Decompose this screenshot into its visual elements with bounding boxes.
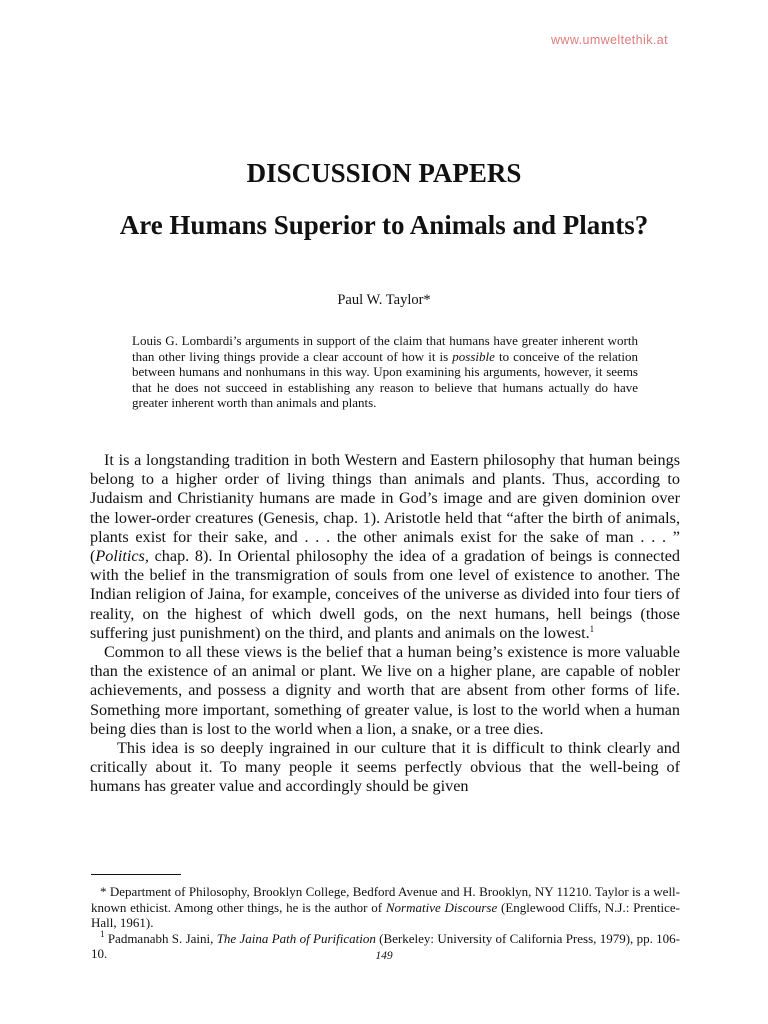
body-paragraph-3: This idea is so deeply ingrained in our culture that it is difficult to think clearly and critically about it. To many people it seems perfectly obvious that the well-being of humans has greater value and accordingly should be given <box>90 739 680 796</box>
footnote-author-text-a: * Department of Philosophy, Brooklyn College, Bedford Avenue and H. Brooklyn, NY 11210. Taylor is a well-known ethicist. Among other things, he is the author of <box>91 884 680 915</box>
abstract-text-1: Louis G. Lombardi’s arguments in support of the claim that humans have greater inherent worth than other living things provide a clear account of how it is <box>132 333 638 364</box>
page-number: 149 <box>375 950 393 962</box>
paragraph-1-text-b: chap. 8). In Oriental philosophy the idea of a gradation of beings is connected with the belief in the transmigration of souls from one level of existence to another. The Indian religion of Jaina, for example, conceives of the universe as divided into four tiers of reality, on the highest of which dwell gods, on the next humans, hell beings (those suffering just punishment) on the third, and plants and animals on the lowest. <box>90 547 680 642</box>
footnote-ref-1[interactable]: 1 <box>589 623 595 634</box>
footnote-1-marker: 1 <box>100 928 105 939</box>
footnote-1-text-a: Padmanabh S. Jaini, <box>104 930 217 946</box>
section-heading: DISCUSSION PAPERS <box>246 158 522 188</box>
body-paragraph-1 <box>90 451 680 643</box>
citation-politics: Politics, <box>95 547 149 566</box>
footnote-1-text-b: (Berkeley: University of California Press, 1979), pp. 106-10. <box>91 930 680 961</box>
footnote-book-normative: Normative Discourse <box>385 899 498 915</box>
body-paragraph-2: Common to all these views is the belief that a human being’s existence is more valuable than the existence of an animal or plant. We live on a higher plane, are capable of nobler achievements, and possess a dignity and worth that are absent from other forms of life. Something more important, something of greater value, is lost to the world when a human being dies than is lost to the world when a lion, a snake, or a tree dies. <box>90 643 680 738</box>
footnote-author <box>91 884 680 931</box>
abstract <box>132 333 638 411</box>
site-watermark: www.umweltethik.at <box>551 33 668 47</box>
abstract-text-2: to conceive of the relation between humans and nonhumans in this way. Upon examining his arguments, however, it seems that he does not succeed in establishing any reason to believe that humans actually do have greater inherent worth than animals and plants. <box>132 348 638 411</box>
abstract-emphasis: possible <box>452 348 495 364</box>
article-title: Are Humans Superior to Animals and Plants? <box>119 210 649 240</box>
article-body <box>90 451 680 797</box>
article-author: Paul W. Taylor* <box>337 292 431 308</box>
footnote-book-jaina: The Jaina Path of Purification <box>216 930 376 946</box>
footnote-divider <box>91 874 181 875</box>
paragraph-1-text-a: It is a longstanding tradition in both Western and Eastern philosophy that human beings belong to a higher order of living things than animals and plants. Thus, according to Judaism and Christianity humans are made in God’s image and are given dominion over the lower-order creatures (Genesis, chap. 1). Aristotle held that “after the birth of animals, plants exist for their sake, and . . . the other animals exist for the sake of man . . . ” ( <box>90 451 680 566</box>
footnote-author-text-b: (Englewood Cliffs, N.J.: Prentice-Hall, 1961). <box>91 899 681 930</box>
